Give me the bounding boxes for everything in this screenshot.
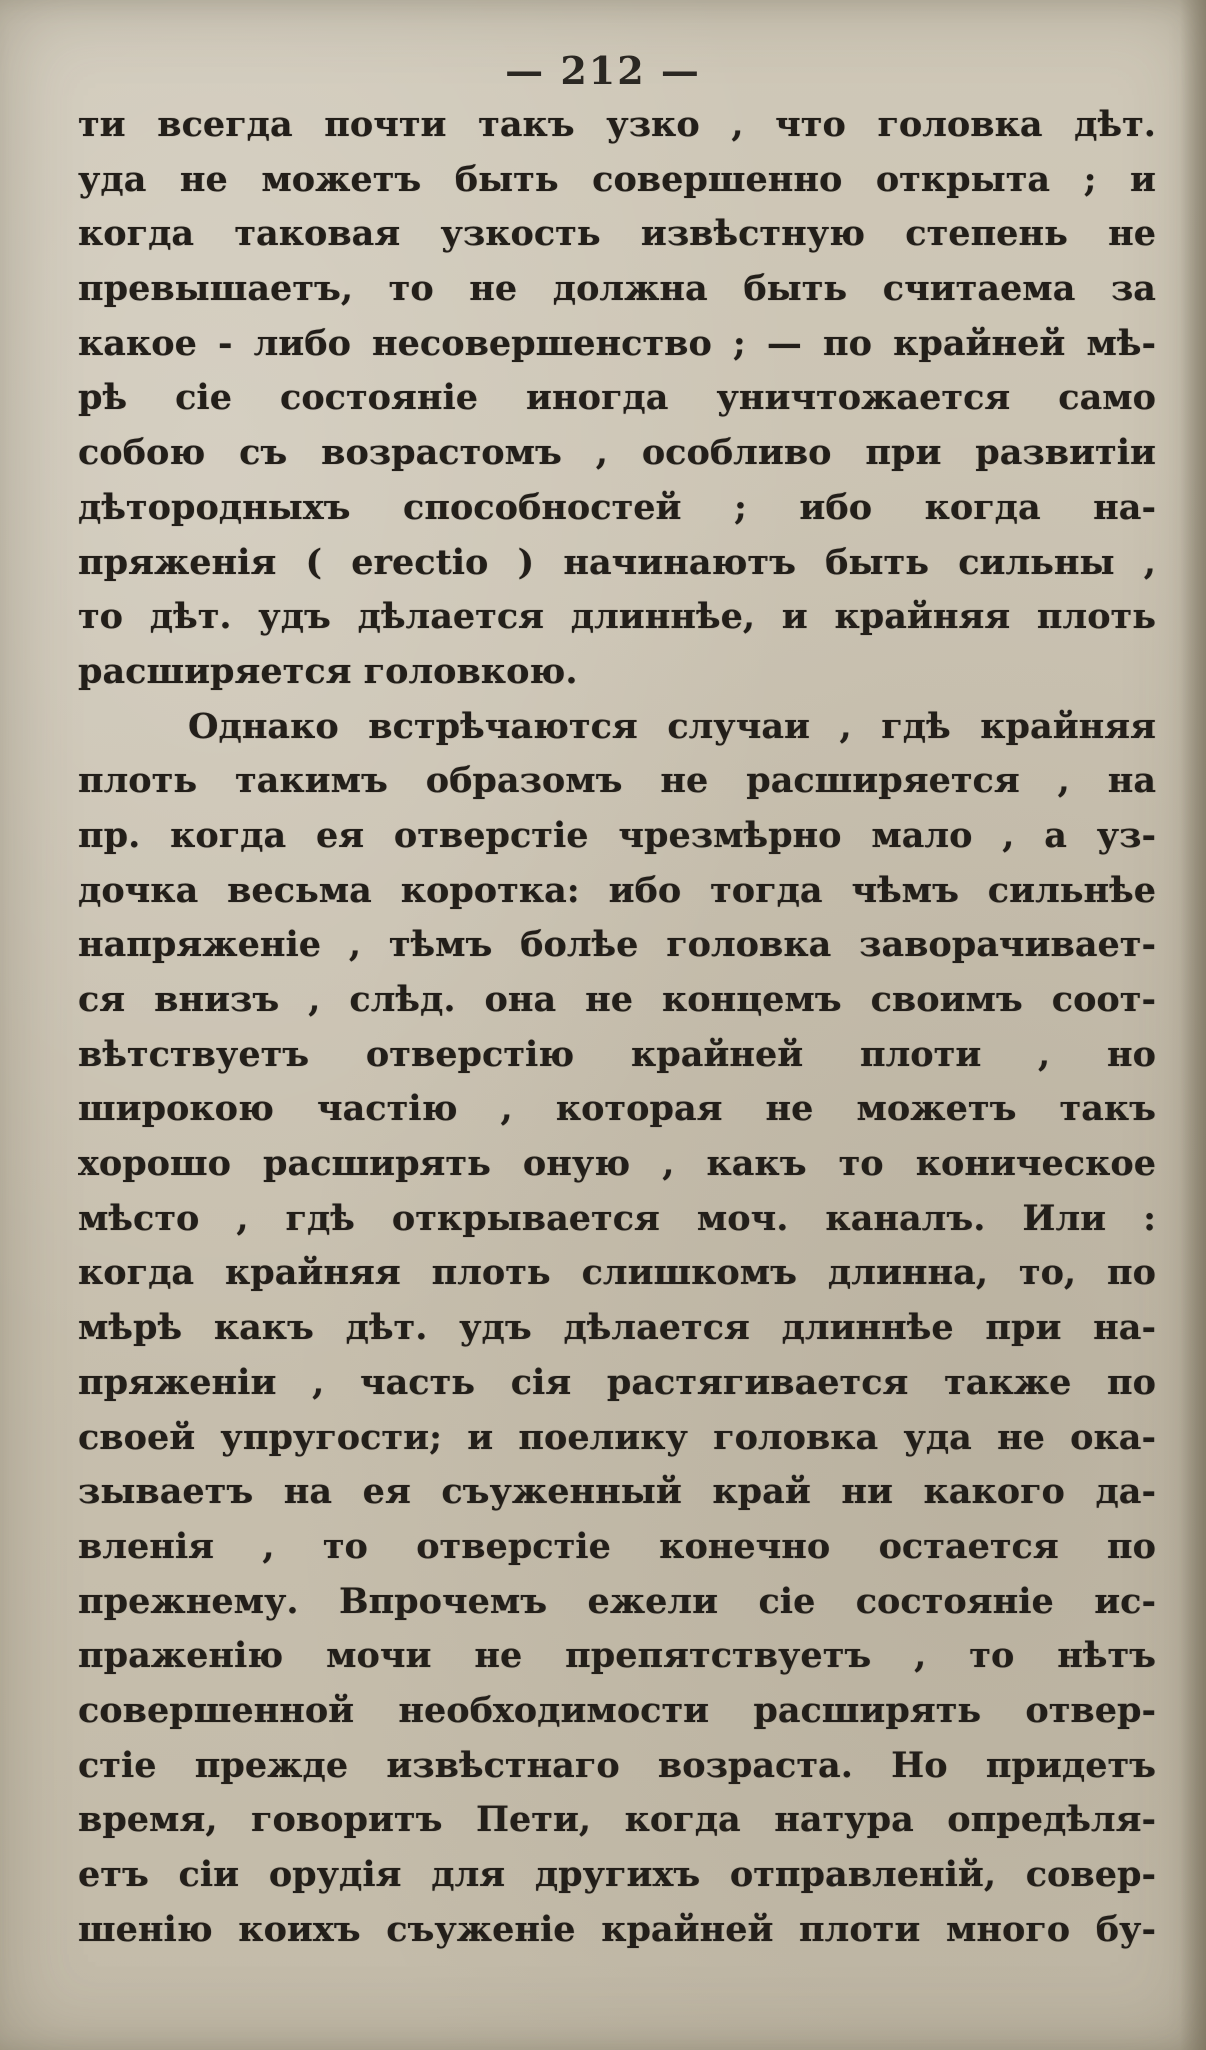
text-line: собою съ возрастомъ , особливо при развитіи xyxy=(78,432,1156,474)
text-line: вленія , то отверстіе конечно остается по xyxy=(78,1525,1156,1567)
text-line: то дѣт. удъ дѣлается длиннѣе, и крайняя плоть xyxy=(78,596,1156,638)
text-line: дѣтородныхъ способностей ; ибо когда на- xyxy=(78,486,1156,528)
text-line: расширяется головкою. xyxy=(78,650,578,692)
text-line: мѣсто , гдѣ открывается моч. каналъ. Или : xyxy=(78,1197,1156,1239)
text-line: пряженія ( erectio ) начинаютъ быть сильны , xyxy=(78,541,1156,583)
text-line: рѣ сіе состояніе иногда уничтожается само xyxy=(78,377,1156,419)
page-number: — 212 — xyxy=(505,48,701,93)
text-line: пр. когда ея отверстіе чрезмѣрно мало , а уз- xyxy=(78,814,1156,856)
body-text xyxy=(78,98,1156,1957)
text-line: етъ сіи орудія для другихъ отправленій, совер- xyxy=(78,1854,1156,1895)
text-line: ся внизъ , слѣд. она не концемъ своимъ соот- xyxy=(78,979,1156,1020)
text-line: ти всегда почти такъ узко , что головка дѣт. xyxy=(78,104,1156,145)
text-line: плоть такимъ образомъ не расширяется , на xyxy=(78,760,1156,802)
text-line: когда таковая узкость извѣстную степень не xyxy=(78,213,1156,255)
text-line: совершенной необходимости расширять отвер- xyxy=(78,1689,1156,1731)
text-line: шенію коихъ съуженіе крайней плоти много бу- xyxy=(78,1908,1156,1950)
text-line: вѣтствуетъ отверстію крайней плоти , но xyxy=(78,1033,1156,1075)
text-line: когда крайняя плоть слишкомъ длинна, то, по xyxy=(78,1252,1156,1294)
text-line: какое - либо несовершенство ; — по крайней мѣ- xyxy=(78,322,1156,364)
text-line: мѣрѣ какъ дѣт. удъ дѣлается длиннѣе при на- xyxy=(78,1307,1156,1349)
text-line: уда не можетъ быть совершенно открыта ; и xyxy=(78,158,1156,200)
text-line: напряженіе , тѣмъ болѣе головка заворачивает- xyxy=(78,924,1156,966)
text-line: Однако встрѣчаются случаи , гдѣ крайняя xyxy=(188,705,1156,747)
text-line: превышаетъ, то не должна быть считаема за xyxy=(78,268,1156,310)
text-line: стіе прежде извѣстнаго возраста. Но придетъ xyxy=(78,1744,1156,1786)
text-line: пряженіи , часть сія растягивается также по xyxy=(78,1361,1156,1403)
page-edge-shadow xyxy=(1180,0,1206,2050)
text-line: своей упругости; и поелику головка уда не ока- xyxy=(78,1416,1156,1458)
text-line: время, говоритъ Пети, когда натура опредѣля- xyxy=(78,1799,1156,1841)
text-line: праженію мочи не препятствуетъ , то нѣтъ xyxy=(78,1635,1156,1677)
text-line: зываетъ на ея съуженный край ни какого да- xyxy=(78,1471,1156,1513)
text-line: хорошо расширять оную , какъ то коническое xyxy=(78,1143,1156,1185)
text-line: прежнему. Впрочемъ ежели сіе состояніе ис- xyxy=(78,1580,1156,1622)
text-line: дочка весьма коротка: ибо тогда чѣмъ сильнѣе xyxy=(78,869,1156,911)
text-line: широкою частію , которая не можетъ такъ xyxy=(78,1088,1156,1130)
